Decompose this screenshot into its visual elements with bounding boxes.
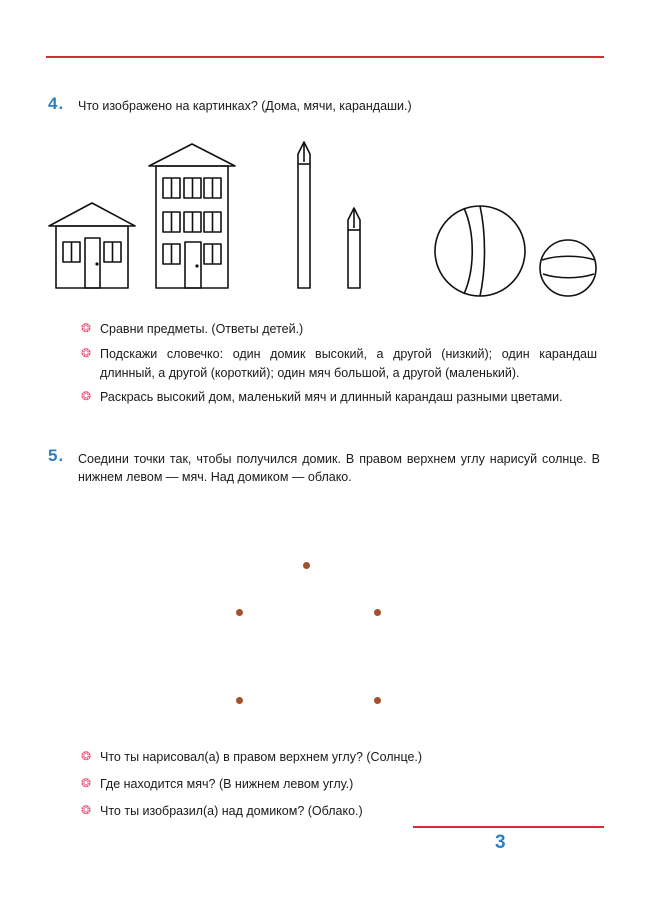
flower-bullet-icon: ❂	[81, 345, 92, 360]
dot	[303, 562, 310, 569]
list-item	[81, 802, 597, 821]
list-item-label: Раскрась высокий дом, маленький мяч и длинный карандаш разными цветами.	[100, 390, 563, 405]
task-4-number: 4.	[48, 94, 65, 113]
list-item-label: Что ты нарисовал(а) в правом верхнем углу? (Солнце.)	[100, 750, 423, 764]
flower-bullet-icon: ❂	[81, 389, 92, 404]
figures-row	[40, 138, 610, 310]
flower-bullet-icon: ❂	[81, 802, 92, 817]
task-5-text: Соедини точки так, чтобы получился домик. В правом верхнем углу нарисуй солнце. В нижнем левом — мяч. Над домиком — облако.	[78, 452, 600, 485]
long-pencil-drawing	[298, 142, 310, 288]
small-ball-drawing	[540, 240, 596, 296]
list-item	[81, 775, 597, 794]
dot	[236, 697, 243, 704]
list-item	[81, 748, 597, 767]
list-item	[81, 320, 597, 339]
top-rule	[46, 56, 604, 58]
connect-the-dots-area	[40, 520, 610, 730]
tall-house-drawing	[149, 144, 235, 288]
short-house-drawing	[49, 203, 135, 288]
figures-svg	[40, 138, 610, 310]
task-4-bullets	[81, 320, 597, 413]
list-item	[81, 345, 597, 383]
dot	[374, 609, 381, 616]
flower-bullet-icon: ❂	[81, 775, 92, 790]
short-pencil-drawing	[348, 208, 360, 288]
flower-bullet-icon: ❂	[81, 749, 92, 763]
task-4-text: Что изображено на картинках? (Дома, мячи, карандаши.)	[78, 99, 412, 113]
page-number: 3	[495, 832, 506, 853]
task-5-bullets	[81, 748, 597, 828]
dot	[236, 609, 243, 616]
bottom-rule	[413, 826, 604, 828]
list-item-label: Сравни предметы. (Ответы детей.)	[100, 322, 304, 336]
list-item-label: Подскажи словечко: один домик высокий, а другой (низкий); один карандаш длинный, а другой (короткий); один мяч большой, а другой (маленький).	[100, 346, 597, 380]
list-item-label: Где находится мяч? (В нижнем левом углу.)	[100, 776, 354, 791]
list-item	[81, 388, 597, 407]
flower-bullet-icon: ❂	[81, 321, 92, 335]
big-ball-drawing	[435, 206, 525, 296]
dot	[374, 697, 381, 704]
task-5-number: 5.	[48, 446, 65, 465]
list-item-label: Что ты изобразил(а) над домиком? (Облако.)	[100, 803, 363, 818]
